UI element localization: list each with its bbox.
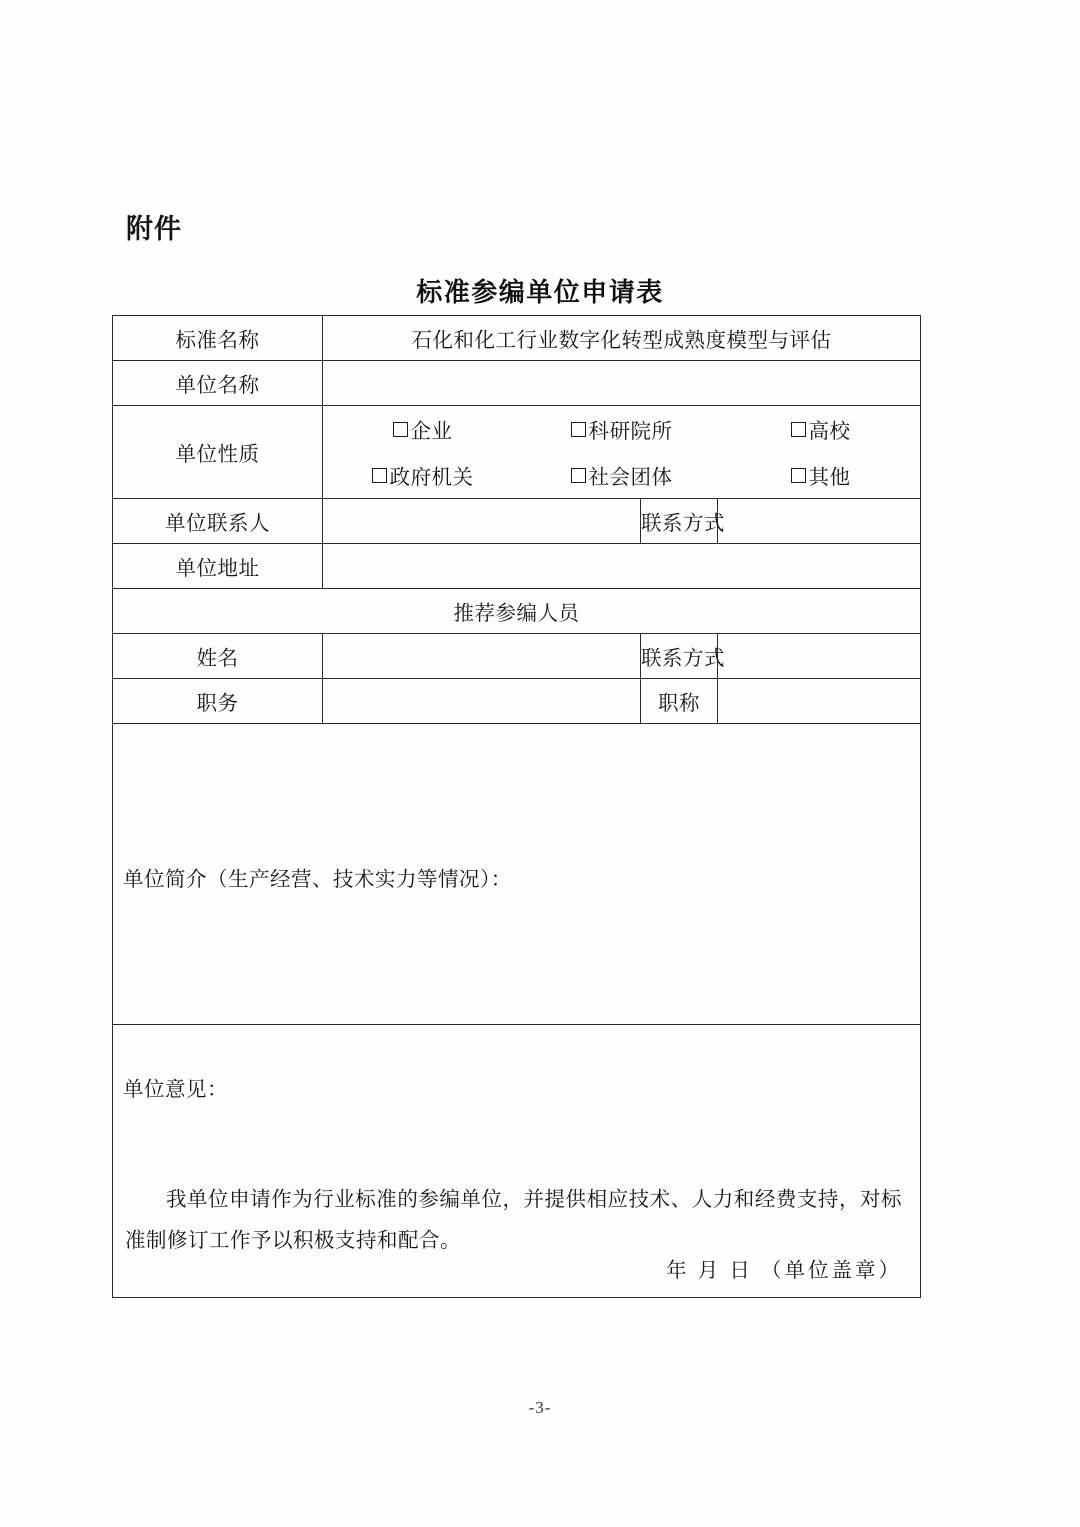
person-contact-label: 联系方式 xyxy=(641,634,718,679)
person-contact-field[interactable] xyxy=(718,634,921,679)
checkbox-label: 企业 xyxy=(410,421,453,443)
unit-contact-label: 单位联系人 xyxy=(113,499,323,544)
table-row-recommended-section xyxy=(113,589,921,634)
signature-date-line: 年 月 日 （单位盖章） xyxy=(666,1260,902,1282)
checkbox-icon[interactable] xyxy=(571,422,586,437)
unit-opinion-body-text: 我单位申请作为行业标准的参编单位，并提供相应技术、人力和经费支持，对标准制修订工作予以积极支持和配合。 xyxy=(125,1189,902,1252)
checkbox-option-university[interactable] xyxy=(721,414,920,444)
unit-contact-method-field[interactable] xyxy=(718,499,921,544)
checkbox-option-enterprise[interactable] xyxy=(323,414,522,444)
checkbox-label: 高校 xyxy=(808,421,851,443)
person-title-field[interactable] xyxy=(718,679,921,724)
table-row-unit-profile xyxy=(113,724,921,1025)
table-row-unit-address xyxy=(113,544,921,589)
person-name-field[interactable] xyxy=(323,634,641,679)
unit-profile-cell[interactable] xyxy=(113,724,921,1025)
attachment-label: 附件 xyxy=(126,214,182,244)
unit-nature-label: 单位性质 xyxy=(113,406,323,499)
checkbox-grid xyxy=(323,406,920,498)
unit-opinion-cell[interactable] xyxy=(113,1025,921,1298)
page-title: 标准参编单位申请表 xyxy=(416,278,664,307)
unit-profile-label: 单位简介（生产经营、技术实力等情况）： xyxy=(123,868,512,891)
person-title-label: 职称 xyxy=(641,679,718,724)
recommended-personnel-header: 推荐参编人员 xyxy=(113,589,921,634)
standard-name-label: 标准名称 xyxy=(113,316,323,361)
unit-name-label: 单位名称 xyxy=(113,361,323,406)
table-row-unit-opinion xyxy=(113,1025,921,1298)
checkbox-option-other[interactable] xyxy=(721,460,920,490)
standard-name-value: 石化和化工行业数字化转型成熟度模型与评估 xyxy=(323,316,921,361)
unit-opinion-label: 单位意见： xyxy=(123,1079,228,1101)
person-position-label: 职务 xyxy=(113,679,323,724)
checkbox-label: 其他 xyxy=(808,467,851,489)
checkbox-option-social-organization[interactable] xyxy=(522,460,721,490)
person-position-field[interactable] xyxy=(323,679,641,724)
unit-name-field[interactable] xyxy=(323,361,921,406)
application-form-table xyxy=(112,315,921,1298)
checkbox-icon[interactable] xyxy=(571,468,586,483)
table-row-standard-name xyxy=(113,316,921,361)
checkbox-icon[interactable] xyxy=(791,422,806,437)
table-row-person-position xyxy=(113,679,921,724)
checkbox-icon[interactable] xyxy=(791,468,806,483)
unit-address-field[interactable] xyxy=(323,544,921,589)
page-number-footer: -3- xyxy=(528,1398,552,1417)
checkbox-option-government[interactable] xyxy=(323,460,522,490)
table-row-unit-contact xyxy=(113,499,921,544)
table-row-unit-nature xyxy=(113,406,921,499)
unit-address-label: 单位地址 xyxy=(113,544,323,589)
checkbox-icon[interactable] xyxy=(372,468,387,483)
checkbox-option-research-institute[interactable] xyxy=(522,414,721,444)
table-row-person-name xyxy=(113,634,921,679)
unit-contact-field[interactable] xyxy=(323,499,641,544)
unit-contact-method-label: 联系方式 xyxy=(641,499,718,544)
checkbox-label: 政府机关 xyxy=(389,467,474,489)
checkbox-icon[interactable] xyxy=(393,422,408,437)
person-name-label: 姓名 xyxy=(113,634,323,679)
unit-nature-options-cell xyxy=(323,406,921,499)
table-row-unit-name xyxy=(113,361,921,406)
checkbox-label: 科研院所 xyxy=(588,421,673,443)
checkbox-label: 社会团体 xyxy=(588,467,673,489)
